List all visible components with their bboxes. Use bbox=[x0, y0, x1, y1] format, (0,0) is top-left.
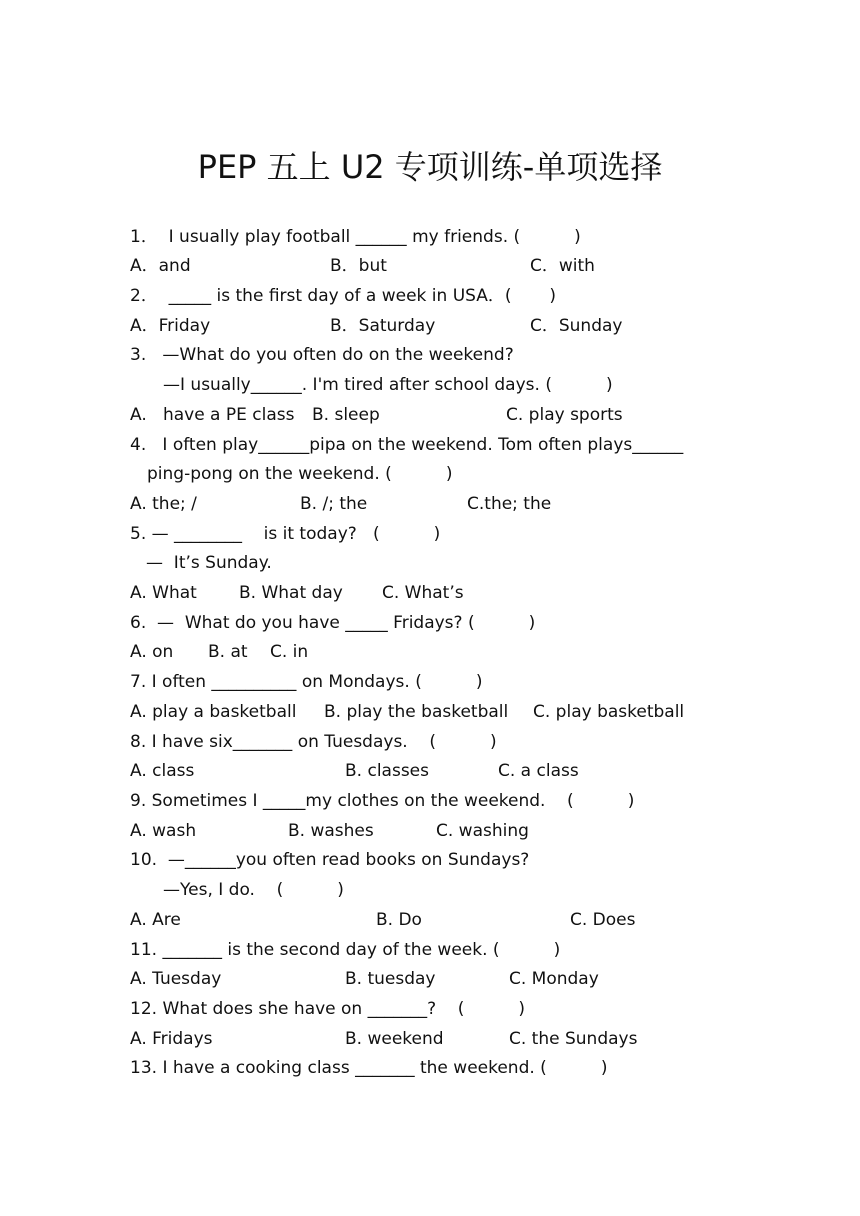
option-b: B．but bbox=[330, 256, 387, 276]
option-b: B. washes bbox=[288, 821, 374, 841]
question-12-options bbox=[0, 1024, 860, 1054]
option-c: C. Does bbox=[570, 910, 636, 930]
question-5 bbox=[0, 519, 860, 549]
option-c: C．Sunday bbox=[530, 316, 623, 336]
option-a: A. Tuesday bbox=[130, 969, 222, 989]
option-c: C. a class bbox=[498, 761, 579, 781]
option-b: B. play the basketball bbox=[324, 702, 509, 722]
option-b: B．Saturday bbox=[330, 316, 436, 336]
question-8 bbox=[0, 727, 860, 757]
option-c: C.the; the bbox=[467, 494, 552, 514]
question-text: 2． _____ is the first day of a week in USA．( ) bbox=[130, 286, 556, 306]
question-text: 8. I have six_______ on Tuesdays. ( ) bbox=[130, 732, 497, 752]
option-b: B. classes bbox=[345, 761, 429, 781]
question-1 bbox=[0, 222, 860, 252]
question-10 bbox=[0, 845, 860, 875]
question-8-options bbox=[0, 756, 860, 786]
question-text: 1． I usually play football ______ my friends. ( ) bbox=[130, 227, 581, 247]
question-3-line-2 bbox=[0, 370, 860, 400]
option-a: A．Friday bbox=[130, 316, 211, 336]
question-3 bbox=[0, 340, 860, 370]
option-c: C. the Sundays bbox=[509, 1029, 638, 1049]
question-text: —I usually______. I'm tired after school days. ( ) bbox=[163, 375, 613, 395]
option-c: C. play sports bbox=[506, 405, 623, 425]
option-a: A. on bbox=[130, 642, 174, 662]
option-a: A. have a PE class bbox=[130, 405, 295, 425]
option-b: B. weekend bbox=[345, 1029, 444, 1049]
question-9 bbox=[0, 786, 860, 816]
question-1-options bbox=[0, 251, 860, 281]
question-7 bbox=[0, 667, 860, 697]
option-c: C. play basketball bbox=[533, 702, 685, 722]
option-b: B. Do bbox=[376, 910, 422, 930]
question-6 bbox=[0, 608, 860, 638]
question-11-options bbox=[0, 964, 860, 994]
option-a: A. the; / bbox=[130, 494, 197, 514]
option-c: C. in bbox=[270, 642, 309, 662]
option-b: B. /; the bbox=[300, 494, 368, 514]
option-c: C. washing bbox=[436, 821, 529, 841]
question-text: 5. — ________ is it today? ( ) bbox=[130, 524, 441, 544]
option-a: A. Are bbox=[130, 910, 181, 930]
option-b: B. sleep bbox=[312, 405, 380, 425]
question-4-line-2 bbox=[0, 459, 860, 489]
question-text: 4. I often play______pipa on the weekend. Tom often plays______ bbox=[130, 435, 684, 455]
question-11 bbox=[0, 935, 860, 965]
question-text: ping-pong on the weekend. ( ) bbox=[147, 464, 453, 484]
question-5-line-2 bbox=[0, 548, 860, 578]
question-text: — It’s Sunday. bbox=[146, 553, 272, 573]
option-a: A. class bbox=[130, 761, 195, 781]
question-text: 9. Sometimes I _____my clothes on the weekend. ( ) bbox=[130, 791, 635, 811]
question-4 bbox=[0, 430, 860, 460]
question-4-options bbox=[0, 489, 860, 519]
option-c: C．with bbox=[530, 256, 595, 276]
option-c: C. Monday bbox=[509, 969, 599, 989]
question-text: 6. — What do you have _____ Fridays? ( ) bbox=[130, 613, 536, 633]
question-7-options bbox=[0, 697, 860, 727]
question-2 bbox=[0, 281, 860, 311]
option-b: B. at bbox=[208, 642, 248, 662]
option-a: A. wash bbox=[130, 821, 197, 841]
question-9-options bbox=[0, 816, 860, 846]
question-5-options bbox=[0, 578, 860, 608]
question-text: 11. _______ is the second day of the week. ( ) bbox=[130, 940, 561, 960]
question-3-options bbox=[0, 400, 860, 430]
question-text: 10. —______you often read books on Sundays? bbox=[130, 850, 530, 870]
question-10-line-2 bbox=[0, 875, 860, 905]
option-b: B. What day bbox=[239, 583, 343, 603]
question-2-options bbox=[0, 311, 860, 341]
option-a: A. What bbox=[130, 583, 197, 603]
option-c: C. What’s bbox=[382, 583, 464, 603]
option-b: B. tuesday bbox=[345, 969, 436, 989]
option-a: A．and bbox=[130, 256, 191, 276]
option-a: A. Fridays bbox=[130, 1029, 213, 1049]
question-12 bbox=[0, 994, 860, 1024]
question-10-options bbox=[0, 905, 860, 935]
option-a: A. play a basketball bbox=[130, 702, 297, 722]
question-6-options bbox=[0, 637, 860, 667]
question-13 bbox=[0, 1053, 860, 1083]
page-title: PEP 五上 U2 专项训练-单项选择 bbox=[197, 148, 663, 186]
question-text: —Yes, I do. ( ) bbox=[163, 880, 344, 900]
question-text: 3. —What do you often do on the weekend? bbox=[130, 345, 514, 365]
question-text: 7. I often __________ on Mondays. ( ) bbox=[130, 672, 483, 692]
question-text: 13. I have a cooking class _______ the weekend. ( ) bbox=[130, 1058, 608, 1078]
question-text: 12. What does she have on _______? ( ) bbox=[130, 999, 526, 1019]
